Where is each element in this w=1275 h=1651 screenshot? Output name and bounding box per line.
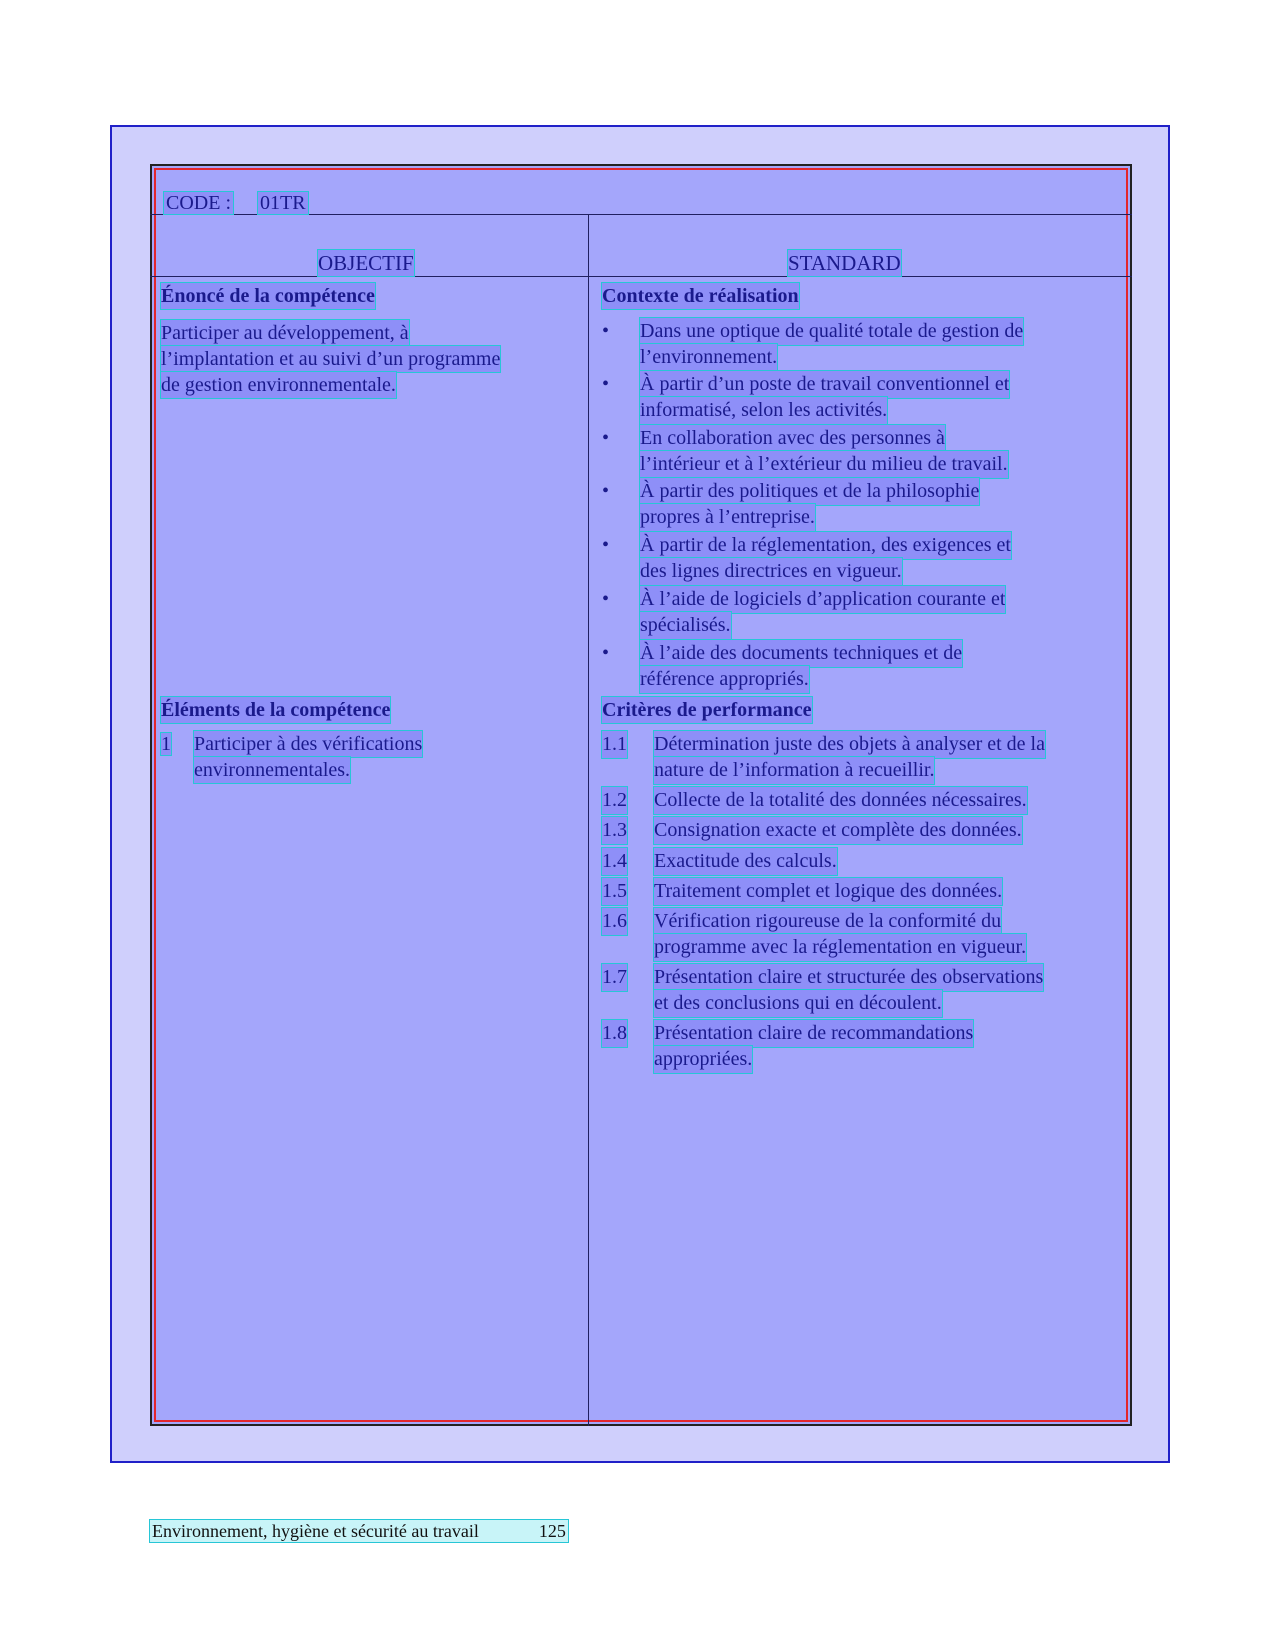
criterion-text: appropriées. (654, 1046, 752, 1073)
bullet-text: informatisé, selon les activités. (640, 397, 887, 424)
column-heading-objectif: OBJECTIF (318, 251, 414, 275)
bullet-text: Dans une optique de qualité totale de gestion de (640, 318, 1023, 345)
criterion-text: Détermination juste des objets à analyser et de la (654, 731, 1045, 758)
bullet-icon: • (602, 588, 610, 610)
criterion-text: Présentation claire de recommandations (654, 1020, 973, 1047)
criterion-number: 1.2 (602, 787, 627, 814)
bullet-text: l’environnement. (640, 344, 777, 371)
criterion-number: 1.5 (602, 878, 627, 905)
criterion-text: Présentation claire et structurée des observations (654, 964, 1043, 991)
bullet-text: l’intérieur et à l’extérieur du milieu de travail. (640, 451, 1008, 478)
criteres-heading: Critères de performance (602, 699, 812, 721)
bullet-text: À l’aide des documents techniques et de (640, 640, 962, 667)
element-text: Participer à des vérifications (194, 733, 423, 755)
criterion-text: programme avec la réglementation en vigueur. (654, 934, 1026, 961)
page-number: 125 (538, 1521, 566, 1541)
bullet-text: À partir d’un poste de travail conventionnel et (640, 371, 1009, 398)
element-item (161, 731, 171, 757)
elements-heading: Éléments de la compétence (161, 699, 391, 721)
column-heading-standard: STANDARD (788, 251, 901, 275)
criterion-number: 1.6 (602, 908, 627, 935)
bullet-icon: • (602, 320, 610, 342)
criterion-text: et des conclusions qui en découlent. (654, 990, 942, 1017)
bullet-text: spécialisés. (640, 612, 731, 639)
code-line (164, 190, 308, 216)
contexte-heading: Contexte de réalisation (602, 285, 799, 307)
criterion-number: 1.8 (602, 1020, 627, 1047)
bullet-text: propres à l’entreprise. (640, 504, 815, 531)
page-footer (150, 1520, 568, 1542)
bullet-icon: • (602, 642, 610, 664)
criterion-number: 1.1 (602, 731, 627, 758)
bullet-text: À partir des politiques et de la philosophie (640, 478, 979, 505)
criterion-number: 1.4 (602, 848, 627, 875)
enonce-heading: Énoncé de la compétence (161, 285, 375, 307)
bullet-icon: • (602, 480, 610, 502)
criterion-text: Collecte de la totalité des données nécessaires. (654, 787, 1027, 814)
bullet-text: À partir de la réglementation, des exigences et (640, 532, 1011, 559)
bullet-text: À l’aide de logiciels d’application courante et (640, 586, 1005, 613)
element-text: environnementales. (194, 759, 351, 781)
code-value: 01TR (260, 192, 306, 214)
enonce-line: l’implantation et au suivi d’un programme (161, 348, 501, 370)
criterion-text: Consignation exacte et complète des données. (654, 817, 1022, 844)
criterion-number: 1.3 (602, 817, 627, 844)
criterion-text: nature de l’information à recueillir. (654, 757, 934, 784)
column-divider (588, 214, 589, 1426)
bullet-icon: • (602, 427, 610, 449)
criterion-text: Traitement complet et logique des données. (654, 878, 1002, 905)
bullet-text: En collaboration avec des personnes à (640, 425, 945, 452)
criterion-text: Exactitude des calculs. (654, 848, 837, 875)
bullet-icon: • (602, 534, 610, 556)
enonce-line: de gestion environnementale. (161, 374, 396, 396)
code-label: CODE : (166, 192, 231, 214)
column-head-divider (150, 276, 1132, 277)
element-number: 1 (161, 733, 171, 755)
footer-title: Environnement, hygiène et sécurité au travail (152, 1521, 479, 1541)
criterion-number: 1.7 (602, 964, 627, 991)
bullet-text: référence appropriés. (640, 666, 809, 693)
criterion-text: Vérification rigoureuse de la conformité du (654, 908, 1001, 935)
bullet-icon: • (602, 373, 610, 395)
bullet-text: des lignes directrices en vigueur. (640, 558, 902, 585)
enonce-line: Participer au développement, à (161, 322, 409, 344)
